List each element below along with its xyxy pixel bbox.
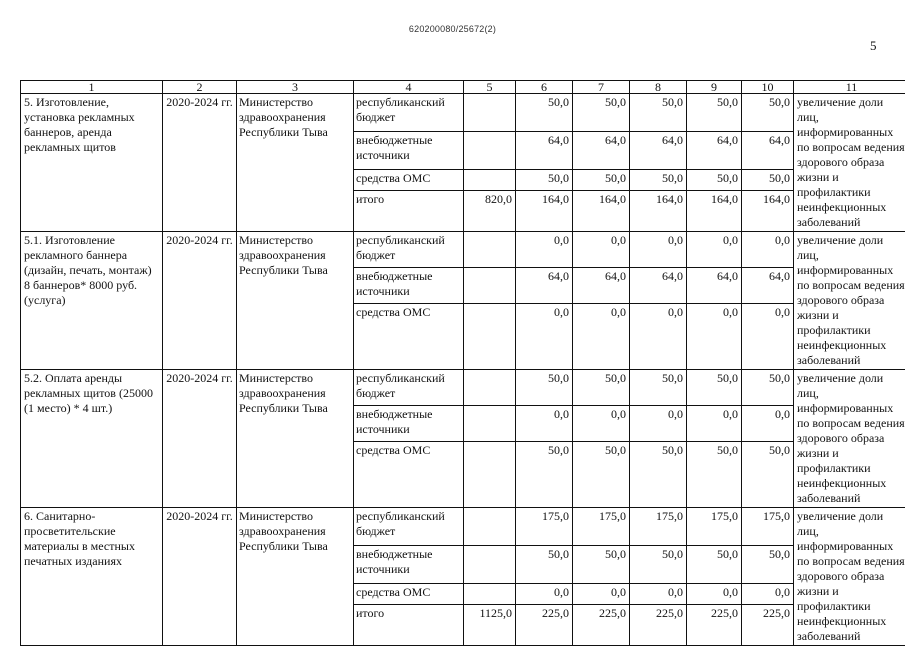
funding-value: 50,0 <box>630 370 687 406</box>
funding-value: 50,0 <box>742 442 794 508</box>
header-row <box>21 81 905 94</box>
activity-executor: Министерство здравоохранения Республики Тыва <box>237 370 354 508</box>
activity-executor: Министерство здравоохранения Республики Тыва <box>237 232 354 370</box>
funding-source: внебюджетные источники <box>354 406 464 442</box>
funding-value: 175,0 <box>573 508 630 546</box>
funding-value: 64,0 <box>630 268 687 304</box>
funding-value: 50,0 <box>742 370 794 406</box>
funding-value: 64,0 <box>687 268 742 304</box>
funding-value: 50,0 <box>573 169 630 190</box>
funding-value: 50,0 <box>573 94 630 132</box>
funding-value: 0,0 <box>630 232 687 268</box>
funding-total <box>464 268 516 304</box>
funding-source: республиканский бюджет <box>354 94 464 132</box>
funding-value: 64,0 <box>630 131 687 169</box>
funding-value: 0,0 <box>742 232 794 268</box>
funding-source: внебюджетные источники <box>354 545 464 583</box>
funding-source: средства ОМС <box>354 169 464 190</box>
funding-value: 0,0 <box>687 232 742 268</box>
funding-total <box>464 583 516 604</box>
funding-value: 50,0 <box>687 94 742 132</box>
funding-total <box>464 508 516 546</box>
funding-value: 0,0 <box>573 304 630 370</box>
funding-value: 0,0 <box>630 304 687 370</box>
funding-value: 164,0 <box>630 190 687 231</box>
activity-name: 5.1. Изготовление рекламного баннера (дизайн, печать, монтаж) 8 баннеров* 8000 руб. (услуга) <box>21 232 163 370</box>
funding-source: республиканский бюджет <box>354 232 464 268</box>
funding-total <box>464 406 516 442</box>
header-col-2: 2 <box>163 81 237 94</box>
funding-value: 0,0 <box>630 583 687 604</box>
header-col-11: 11 <box>794 81 905 94</box>
activity-period: 2020-2024 гг. <box>163 370 237 508</box>
funding-value: 0,0 <box>516 304 573 370</box>
funding-value: 164,0 <box>573 190 630 231</box>
funding-source: итого <box>354 190 464 231</box>
funding-value: 64,0 <box>573 268 630 304</box>
table-row <box>21 232 905 268</box>
funding-value: 64,0 <box>742 131 794 169</box>
table-row <box>21 94 905 132</box>
header-col-8: 8 <box>630 81 687 94</box>
header-col-4: 4 <box>354 81 464 94</box>
funding-value: 50,0 <box>630 545 687 583</box>
funding-value: 175,0 <box>630 508 687 546</box>
funding-value: 0,0 <box>516 406 573 442</box>
table-row <box>21 508 905 546</box>
table-row <box>21 370 905 406</box>
funding-value: 0,0 <box>687 406 742 442</box>
funding-value: 64,0 <box>516 268 573 304</box>
funding-source: средства ОМС <box>354 442 464 508</box>
activity-period: 2020-2024 гг. <box>163 508 237 646</box>
funding-value: 175,0 <box>742 508 794 546</box>
funding-value: 50,0 <box>573 370 630 406</box>
funding-source: итого <box>354 604 464 645</box>
activity-name: 5. Изготовление, установка рекламных баннеров, аренда рекламных щитов <box>21 94 163 232</box>
funding-value: 50,0 <box>630 442 687 508</box>
funding-value: 50,0 <box>573 442 630 508</box>
funding-value: 50,0 <box>516 169 573 190</box>
funding-total: 1125,0 <box>464 604 516 645</box>
header-col-10: 10 <box>742 81 794 94</box>
funding-source: средства ОМС <box>354 304 464 370</box>
header-col-7: 7 <box>573 81 630 94</box>
funding-value: 0,0 <box>516 583 573 604</box>
expected-result: увеличение доли лиц, информированных по вопросам ведения здорового образа жизни и профилактики неинфекционных заболеваний <box>794 370 905 508</box>
header-col-5: 5 <box>464 81 516 94</box>
funding-total <box>464 545 516 583</box>
funding-value: 50,0 <box>687 370 742 406</box>
activity-name: 5.2. Оплата аренды рекламных щитов (25000 (1 место) * 4 шт.) <box>21 370 163 508</box>
funding-total: 820,0 <box>464 190 516 231</box>
header-col-9: 9 <box>687 81 742 94</box>
funding-total <box>464 131 516 169</box>
activity-executor: Министерство здравоохранения Республики Тыва <box>237 94 354 232</box>
document-id: 620200080/25672(2) <box>0 24 905 34</box>
activity-period: 2020-2024 гг. <box>163 94 237 232</box>
funding-total <box>464 370 516 406</box>
funding-value: 0,0 <box>573 583 630 604</box>
funding-value: 50,0 <box>687 442 742 508</box>
funding-source: средства ОМС <box>354 583 464 604</box>
funding-total <box>464 169 516 190</box>
funding-value: 0,0 <box>687 583 742 604</box>
funding-value: 0,0 <box>573 406 630 442</box>
funding-value: 50,0 <box>687 169 742 190</box>
funding-value: 64,0 <box>573 131 630 169</box>
expected-result: увеличение доли лиц, информированных по вопросам ведения здорового образа жизни и профилактики неинфекционных заболеваний <box>794 232 905 370</box>
funding-value: 50,0 <box>742 94 794 132</box>
funding-value: 50,0 <box>573 545 630 583</box>
funding-value: 50,0 <box>630 94 687 132</box>
funding-value: 0,0 <box>630 406 687 442</box>
funding-value: 50,0 <box>742 169 794 190</box>
funding-value: 0,0 <box>742 583 794 604</box>
funding-value: 50,0 <box>516 442 573 508</box>
funding-value: 225,0 <box>573 604 630 645</box>
funding-value: 50,0 <box>516 370 573 406</box>
activity-executor: Министерство здравоохранения Республики Тыва <box>237 508 354 646</box>
funding-value: 50,0 <box>516 94 573 132</box>
funding-source: республиканский бюджет <box>354 370 464 406</box>
funding-value: 0,0 <box>516 232 573 268</box>
funding-value: 225,0 <box>742 604 794 645</box>
funding-value: 50,0 <box>687 545 742 583</box>
funding-value: 64,0 <box>687 131 742 169</box>
funding-total <box>464 304 516 370</box>
expected-result: увеличение доли лиц, информированных по вопросам ведения здорового образа жизни и профилактики неинфекционных заболеваний <box>794 508 905 646</box>
funding-value: 225,0 <box>516 604 573 645</box>
funding-value: 0,0 <box>573 232 630 268</box>
activity-name: 6. Санитарно-просветительские материалы в местных печатных изданиях <box>21 508 163 646</box>
funding-value: 0,0 <box>742 304 794 370</box>
funding-value: 175,0 <box>516 508 573 546</box>
funding-total <box>464 232 516 268</box>
funding-value: 50,0 <box>630 169 687 190</box>
funding-source: внебюджетные источники <box>354 268 464 304</box>
funding-total <box>464 94 516 132</box>
activity-period: 2020-2024 гг. <box>163 232 237 370</box>
funding-value: 0,0 <box>742 406 794 442</box>
funding-value: 225,0 <box>630 604 687 645</box>
funding-value: 225,0 <box>687 604 742 645</box>
funding-value: 164,0 <box>687 190 742 231</box>
funding-value: 0,0 <box>687 304 742 370</box>
funding-source: внебюджетные источники <box>354 131 464 169</box>
funding-source: республиканский бюджет <box>354 508 464 546</box>
expected-result: увеличение доли лиц, информированных по вопросам ведения здорового образа жизни и профилактики неинфекционных заболеваний <box>794 94 905 232</box>
header-col-3: 3 <box>237 81 354 94</box>
funding-value: 164,0 <box>516 190 573 231</box>
header-col-1: 1 <box>21 81 163 94</box>
header-col-6: 6 <box>516 81 573 94</box>
funding-value: 175,0 <box>687 508 742 546</box>
funding-value: 50,0 <box>742 545 794 583</box>
funding-value: 50,0 <box>516 545 573 583</box>
program-table <box>20 80 905 646</box>
funding-value: 64,0 <box>516 131 573 169</box>
page-number: 5 <box>870 38 877 54</box>
funding-total <box>464 442 516 508</box>
funding-value: 164,0 <box>742 190 794 231</box>
funding-value: 64,0 <box>742 268 794 304</box>
